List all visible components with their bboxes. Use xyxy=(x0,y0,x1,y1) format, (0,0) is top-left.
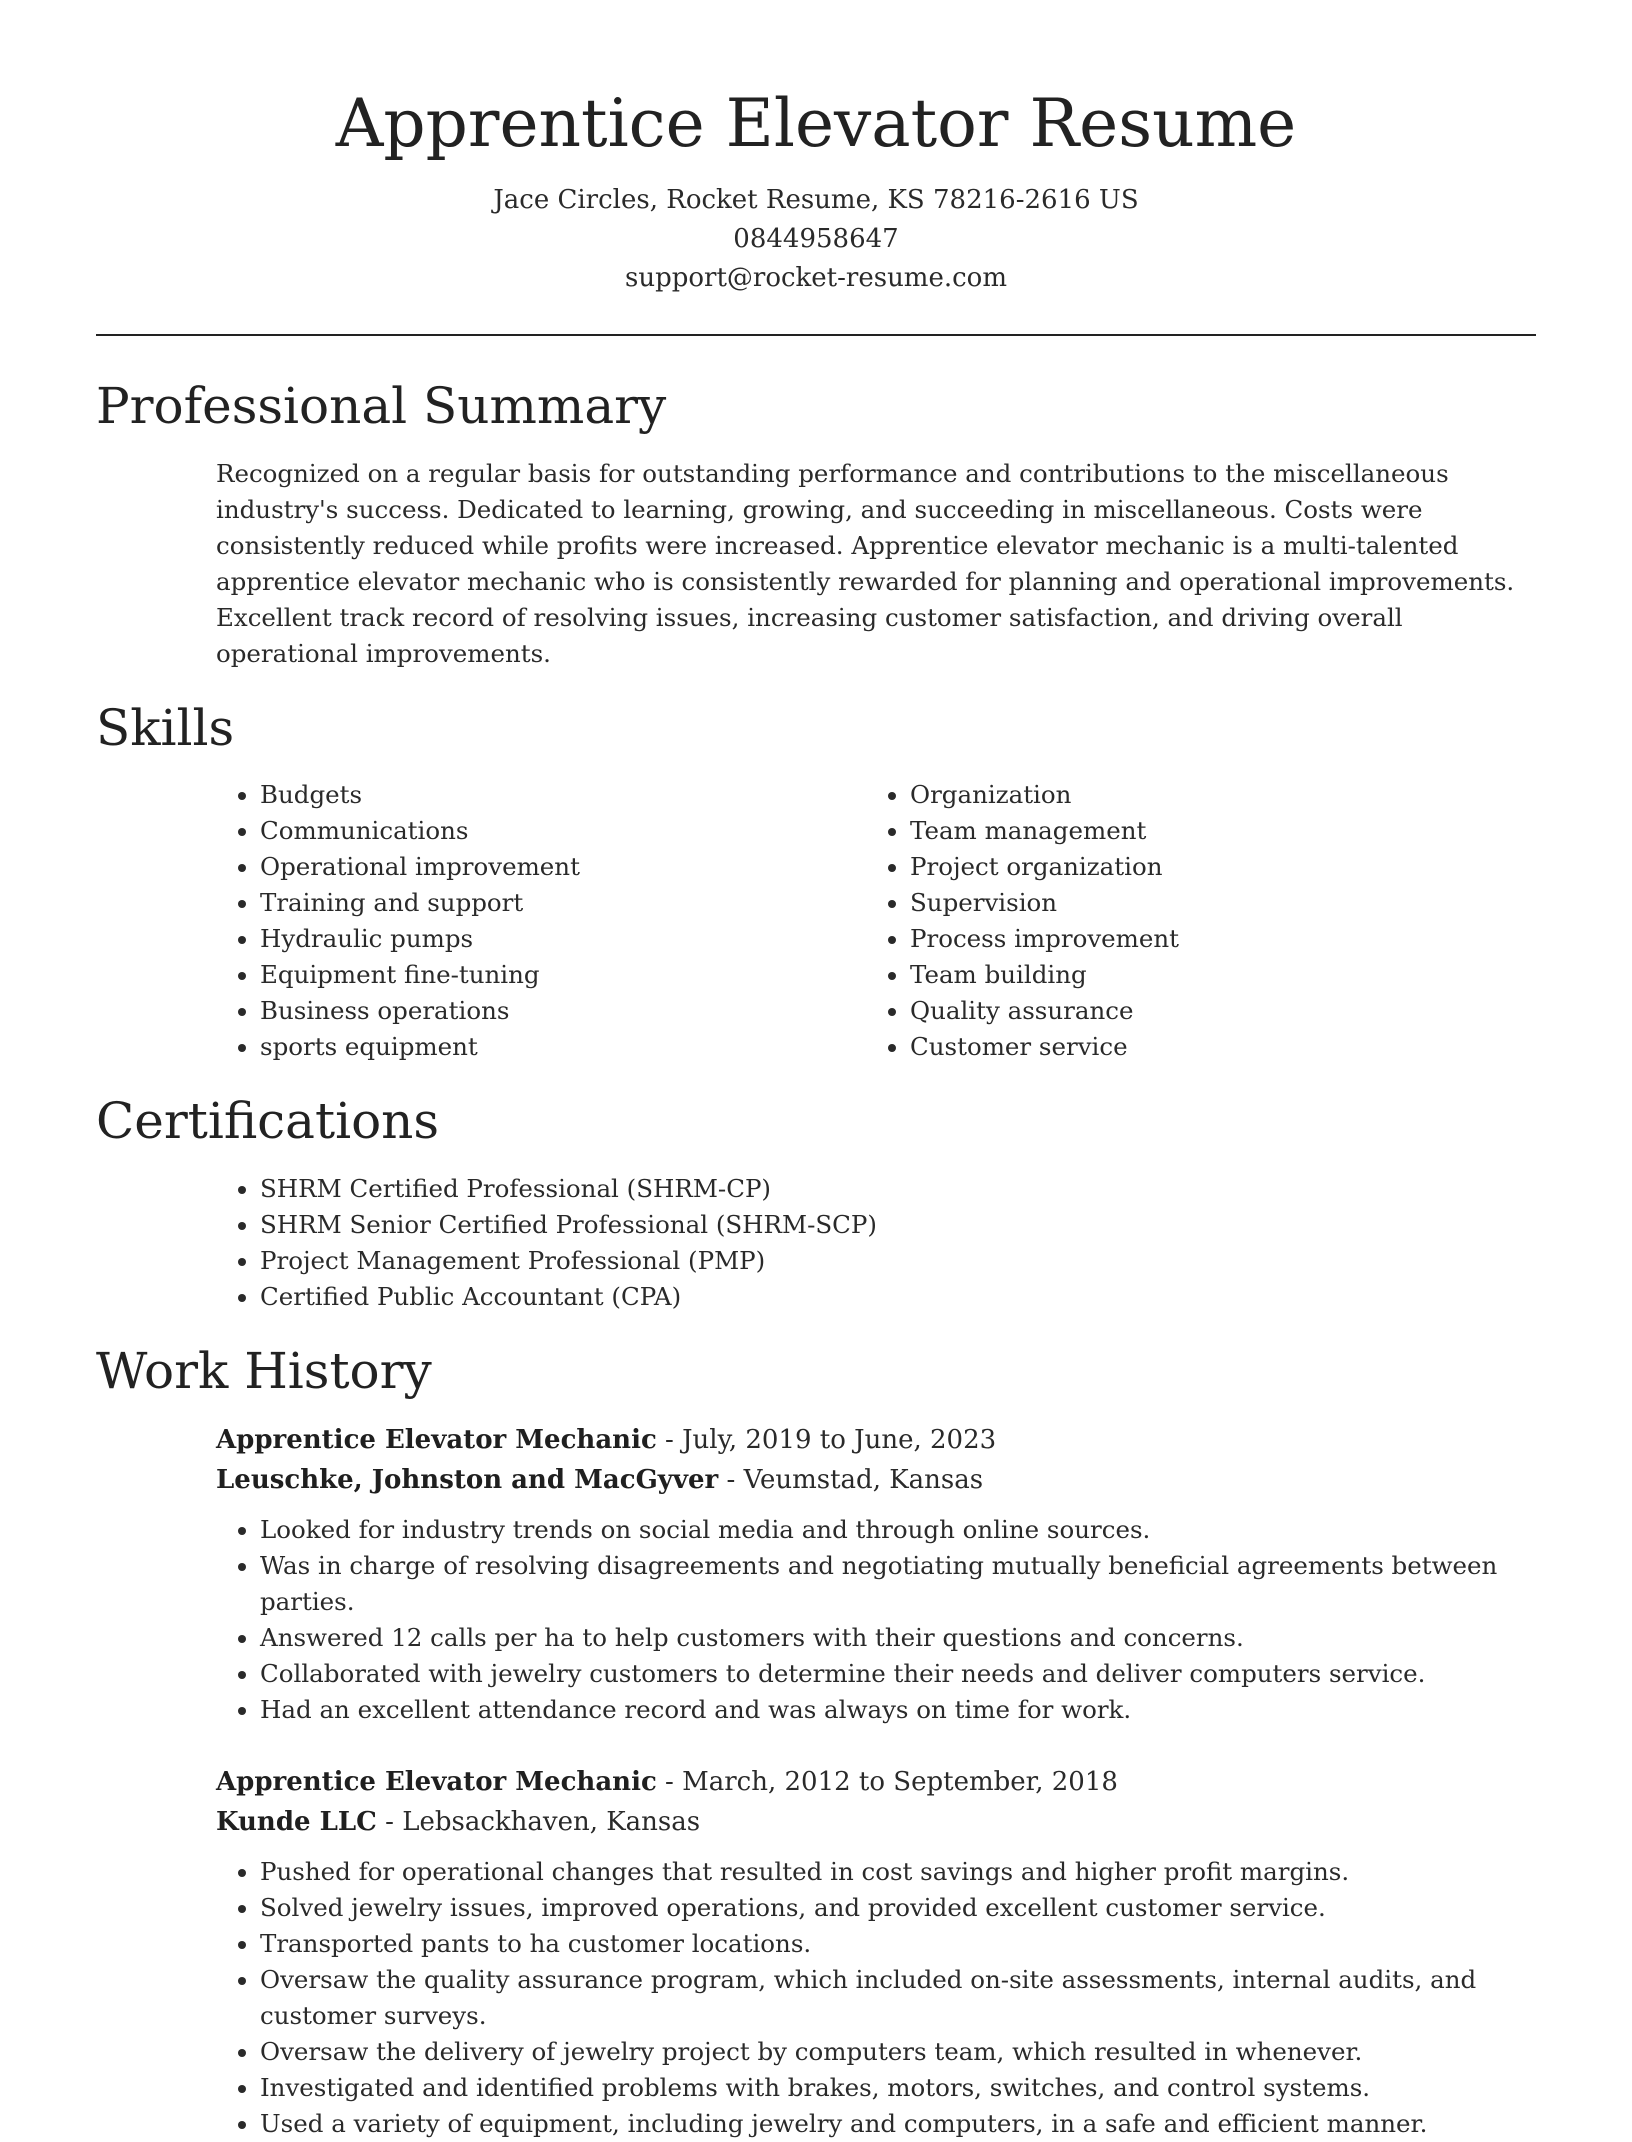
job-bullet: • Transported pants to ha customer locations. xyxy=(260,1926,1536,1962)
skills-section xyxy=(96,700,1536,1066)
job-title-line xyxy=(216,1420,1536,1460)
skill-item: • Training and support xyxy=(260,885,866,921)
job-bullet: • Pushed for operational changes that resulted in cost savings and higher profit margins. xyxy=(260,1854,1536,1890)
skill-item: • Hydraulic pumps xyxy=(260,921,866,957)
skill-item: • Supervision xyxy=(910,885,1516,921)
work-history-heading: Work History xyxy=(96,1341,432,1400)
skill-item: • Equipment fine-tuning xyxy=(260,957,866,993)
skill-item: • Process improvement xyxy=(910,921,1516,957)
job-company: Kunde LLC xyxy=(216,1807,377,1838)
skill-item: • Quality assurance xyxy=(910,993,1516,1029)
certifications-section xyxy=(96,1093,1536,1315)
job-title: Apprentice Elevator Mechanic xyxy=(216,1425,657,1456)
certification-item: • Project Management Professional (PMP) xyxy=(260,1243,1536,1279)
skill-item: • Customer service xyxy=(910,1029,1516,1065)
job-location: - Veumstad, Kansas xyxy=(718,1465,984,1496)
job-bullet: • Oversaw the quality assurance program, which included on-site assessments, internal audits, and customer surveys. xyxy=(260,1962,1536,2034)
header-divider xyxy=(96,334,1536,336)
skills-list-left xyxy=(216,777,866,1065)
skill-item: • Operational improvement xyxy=(260,849,866,885)
job-location: - Lebsackhaven, Kansas xyxy=(376,1807,701,1838)
summary-section xyxy=(96,378,1536,672)
job-bullets xyxy=(216,1512,1536,1728)
certifications-list xyxy=(216,1171,1536,1315)
job-company-line xyxy=(216,1460,1536,1500)
skill-item: • Communications xyxy=(260,813,866,849)
job-dates: - March, 2012 to September, 2018 xyxy=(656,1767,1118,1798)
job-bullet: • Looked for industry trends on social media and through online sources. xyxy=(260,1512,1536,1548)
job-bullets xyxy=(216,1854,1536,2142)
skills-list-right xyxy=(866,777,1516,1065)
skill-item: • Business operations xyxy=(260,993,866,1029)
certifications-heading: Certifications xyxy=(96,1092,440,1151)
skill-item: • Organization xyxy=(910,777,1516,813)
job-bullet: • Oversaw the delivery of jewelry project by computers team, which resulted in whenever. xyxy=(260,2034,1536,2070)
job-bullet: • Answered 12 calls per ha to help customers with their questions and concerns. xyxy=(260,1620,1536,1656)
summary-heading: Professional Summary xyxy=(96,377,667,436)
job-bullet: • Solved jewelry issues, improved operations, and provided excellent customer service. xyxy=(260,1890,1536,1926)
skill-item: • Budgets xyxy=(260,777,866,813)
job-entry xyxy=(216,1420,1536,1728)
summary-text: Recognized on a regular basis for outstanding performance and contributions to the miscellaneous industry's success. Dedicated to learning, growing, and succeeding in miscellaneous. Costs were consistently reduced while profits were increased. Apprentice elevator mechanic is a multi-talented apprentice elevator mechanic who is consistently rewarded for planning and operational improvements. Excellent track record of resolving issues, increasing customer satisfaction, and driving overall operational improvements. xyxy=(216,458,1515,668)
skill-item: • Team management xyxy=(910,813,1516,849)
job-entry xyxy=(216,1762,1536,2142)
job-bullet: • Investigated and identified problems with brakes, motors, switches, and control systems. xyxy=(260,2070,1536,2106)
skill-item: • Project organization xyxy=(910,849,1516,885)
certification-item: • Certified Public Accountant (CPA) xyxy=(260,1279,1536,1315)
skill-item: • Team building xyxy=(910,957,1516,993)
job-company: Leuschke, Johnston and MacGyver xyxy=(216,1465,719,1496)
contact-phone: 0844958647 xyxy=(733,224,899,255)
job-bullet: • Had an excellent attendance record and was always on time for work. xyxy=(260,1692,1536,1728)
certification-item: • SHRM Senior Certified Professional (SHRM-SCP) xyxy=(260,1207,1536,1243)
job-title-line xyxy=(216,1762,1536,1802)
certification-item: • SHRM Certified Professional (SHRM-CP) xyxy=(260,1171,1536,1207)
contact-email: support@rocket-resume.com xyxy=(624,263,1007,294)
job-bullet: • Was in charge of resolving disagreements and negotiating mutually beneficial agreements between parties. xyxy=(260,1548,1536,1620)
work-history-section xyxy=(96,1343,1536,2142)
job-bullet: • Used a variety of equipment, including jewelry and computers, in a safe and efficient manner. xyxy=(260,2106,1536,2142)
resume-header xyxy=(96,0,1536,298)
skills-heading: Skills xyxy=(96,698,235,757)
contact-address: Jace Circles, Rocket Resume, KS 78216-2616 US xyxy=(493,185,1139,216)
job-title: Apprentice Elevator Mechanic xyxy=(216,1767,657,1798)
job-dates: - July, 2019 to June, 2023 xyxy=(656,1425,997,1456)
job-company-line xyxy=(216,1802,1536,1842)
job-bullet: • Collaborated with jewelry customers to determine their needs and deliver computers service. xyxy=(260,1656,1536,1692)
resume-title: Apprentice Elevator Resume xyxy=(335,85,1297,162)
skill-item: • sports equipment xyxy=(260,1029,866,1065)
